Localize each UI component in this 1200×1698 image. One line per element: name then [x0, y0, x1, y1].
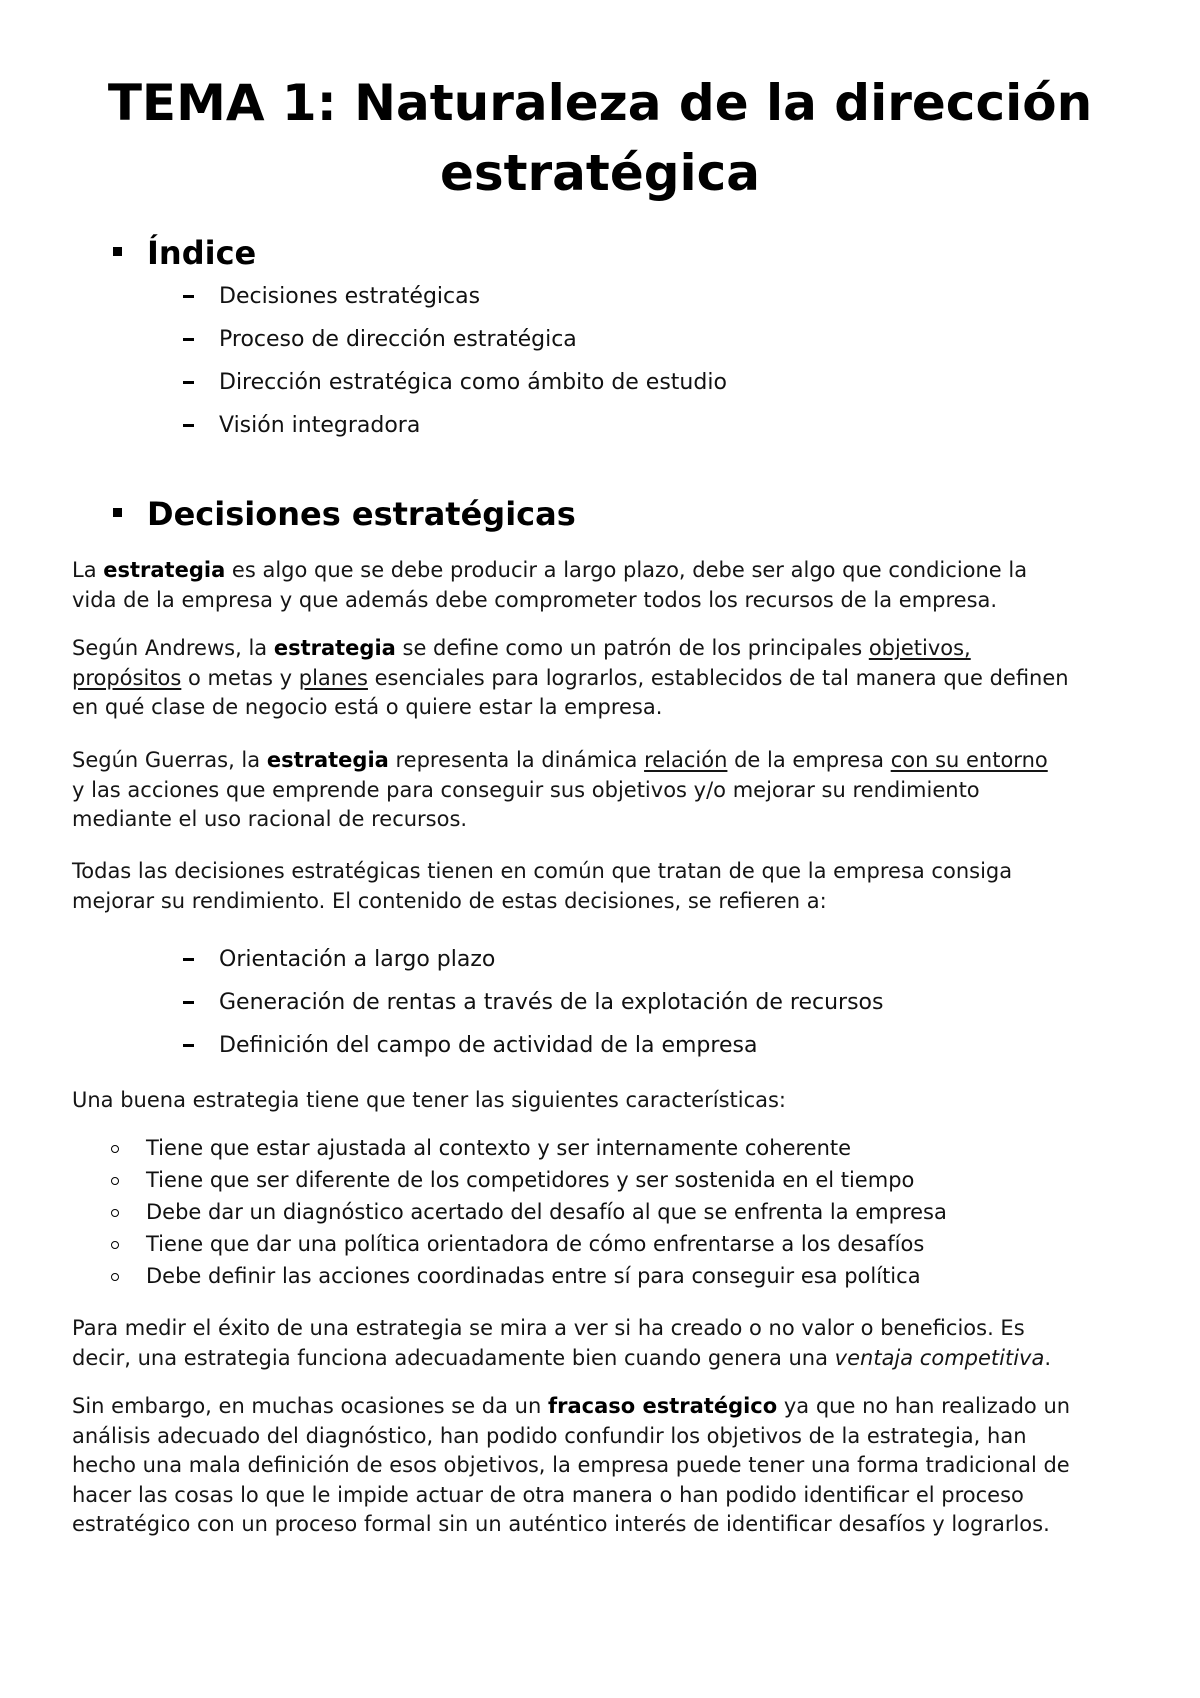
- document-page: TEMA 1: Naturaleza de la dirección estratégica Índice Decisiones estratégicas Proceso de dirección estratégica Dirección estratégica como ámbito de estudio Visión integradora Decisiones estratégicas La estrategia es algo que se debe producir a largo plazo, debe ser algo que condicione la vida de la empresa y que además debe comprometer todos los recursos de la empresa. Según Andrews, la estrategia se define como un patrón de los principales objetivos, propósitos o metas y planes esenciales para lograrlos, establecidos de tal manera que definen en qué clase de negocio está o quiere estar la empresa. Según Guerras, la estrategia representa la dinámica relación de la empresa con su entorno y las acciones que emprende para conseguir sus objetivos y/o mejorar su rendimiento mediante el uso racional de recursos. Todas las decisiones estratégicas tienen en común que tratan de que la empresa consiga mejorar su rendimiento. El contenido de estas decisiones, se refieren a: Orientación a largo plazo Generación de rentas a través de la explotación de recursos Definición del campo de actividad de la empresa Una buena estrategia tiene que tener las siguientes características: Tiene que estar ajustada al contexto y ser internamente coherente Tiene que ser diferente de los competidores y ser sostenida en el tiempo Debe dar un diagnóstico acertado del desafío al que se enfrenta la empresa Tiene que dar una política orientadora de cómo enfrentarse a los desafíos Debe definir las acciones coordinadas entre sí para conseguir esa política Para medir el éxito de una estrategia se mira a ver si ha creado o no valor o beneficios. Es decir, una estrategia funciona adecuadamente bien cuando genera una ventaja competitiva. Sin embargo, en muchas ocasiones se da un fracaso estratégico ya que no han realizado un análisis adecuado del diagnóstico, han podido confundir los objetivos de la estrategia, han hecho una mala definición de esos objetivos, la empresa puede tener una forma tradicional de hacer las cosas lo que le impide actuar de otra manera o han podido identificar el proceso estratégico con un proceso formal sin un auténtico interés de identificar desafíos y lograrlos.: [0, 0, 1200, 1698]
- dash-bullet-icon: [183, 1001, 194, 1004]
- circle-bullet-icon: [111, 1241, 119, 1249]
- square-bullet-icon: [113, 508, 122, 517]
- paragraph-andrews: Según Andrews, la estrategia se define como un patrón de los principales objetivos, propósitos o metas y planes esenciales para lograrlos, establecidos de tal manera que definen en qué clase de negocio está o quiere estar la empresa.: [72, 636, 1069, 719]
- dash-bullet-icon: [183, 424, 194, 427]
- dash-bullet-icon: [183, 295, 194, 298]
- paragraph-strategy-definition: La estrategia es algo que se debe producir a largo plazo, debe ser algo que condicione la vida de la empresa y que además debe comprometer todos los recursos de la empresa.: [72, 558, 1028, 612]
- page-title: TEMA 1: Naturaleza de la dirección estratégica: [107, 74, 1093, 202]
- dash-bullet-icon: [183, 958, 194, 961]
- dash-bullet-icon: [183, 1044, 194, 1047]
- circle-bullet-icon: [111, 1145, 119, 1153]
- circle-bullet-icon: [111, 1209, 119, 1217]
- paragraph-guerras: Según Guerras, la estrategia representa la dinámica relación de la empresa con su entorno y las acciones que emprende para conseguir sus objetivos y/o mejorar su rendimiento mediante el uso racional de recursos.: [72, 748, 1048, 831]
- circle-bullet-icon: [111, 1177, 119, 1185]
- paragraph-common-decisions: Todas las decisiones estratégicas tienen en común que tratan de que la empresa consiga mejorar su rendimiento. El contenido de estas decisiones, se refieren a:: [72, 859, 1013, 913]
- dash-bullet-icon: [183, 338, 194, 341]
- paragraph-success: Para medir el éxito de una estrategia se mira a ver si ha creado o no valor o beneficios. Es decir, una estrategia funciona adecuadamente bien cuando genera una ventaja competitiva.: [72, 1316, 1052, 1370]
- square-bullet-icon: [113, 247, 122, 256]
- paragraph-good-strategy: Una buena estrategia tiene que tener las siguientes características:: [72, 1088, 787, 1112]
- paragraph-failure: Sin embargo, en muchas ocasiones se da un fracaso estratégico ya que no han realizado un análisis adecuado del diagnóstico, han podido confundir los objetivos de la estrategia, han hecho una mala definición de esos objetivos, la empresa puede tener una forma tradicional de hacer las cosas lo que le impide actuar de otra manera o han podido identificar el proceso estratégico con un proceso formal sin un auténtico interés de identificar desafíos y lograrlos.: [72, 1394, 1071, 1536]
- circle-bullet-icon: [111, 1273, 119, 1281]
- dash-bullet-icon: [183, 381, 194, 384]
